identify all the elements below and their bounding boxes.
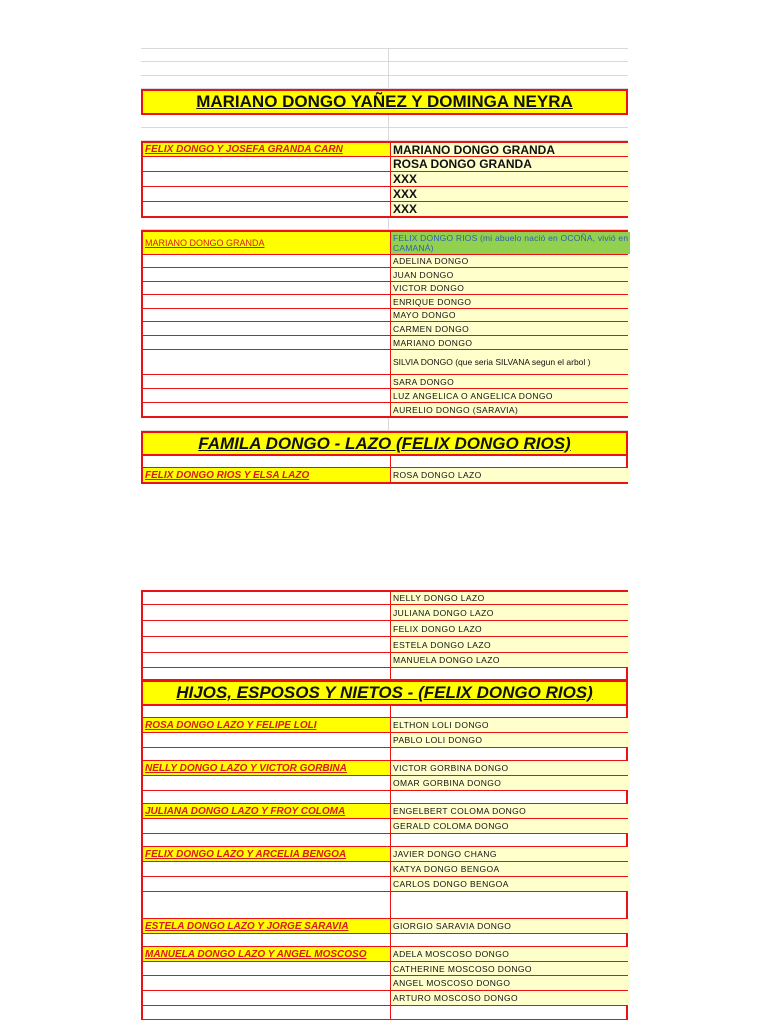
empty-row [141,892,628,919]
parents-cell: ESTELA DONGO LAZO Y JORGE SARAVIA [143,919,391,933]
family-row [141,268,628,282]
empty-row [141,748,628,761]
empty-row [141,76,628,89]
child-cell: MARIANO DONGO [391,336,630,349]
parents-cell: FELIX DONGO Y JOSEFA GRANDA CARN [143,143,391,156]
family-row [141,172,628,187]
child-cell: JAVIER DONGO CHANG [391,847,630,861]
empty-row [141,128,628,141]
parents-cell: ROSA DONGO LAZO Y FELIPE LOLI [143,718,391,732]
empty-row [141,934,628,947]
parents-cell: JULIANA DONGO LAZO Y FROY COLOMA [143,804,391,818]
family-row [141,322,628,336]
family-row [141,282,628,295]
parents-cell: NELLY DONGO LAZO Y VICTOR GORBINA [143,761,391,775]
family-row [141,621,628,637]
parents-cell: MANUELA DONGO LAZO Y ANGEL MOSCOSO [143,947,391,961]
family-row [141,637,628,653]
child-cell: CATHERINE MOSCOSO DONGO [391,962,630,975]
family-row [141,991,628,1006]
child-cell: XXX [391,187,630,201]
child-cell: MAYO DONGO [391,309,630,321]
empty-row [141,218,628,230]
family-row [141,187,628,202]
family-row [141,141,628,157]
family-row [141,403,628,418]
child-cell: ROSA DONGO LAZO [391,468,630,482]
family-row [141,976,628,991]
empty-row [141,418,628,431]
title-hijos-esposos-nietos: HIJOS, ESPOSOS Y NIETOS - (FELIX DONGO RIOS) [141,680,628,706]
child-cell: KATYA DONGO BENGOA [391,862,630,876]
child-cell: ADELA MOSCOSO DONGO [391,947,630,961]
empty-row [141,706,628,718]
child-cell: ARTURO MOSCOSO DONGO [391,991,630,1005]
child-cell: NELLY DONGO LAZO [391,592,630,604]
family-row [141,350,628,375]
child-cell: ENGELBERT COLOMA DONGO [391,804,630,818]
family-row [141,309,628,322]
child-cell: OMAR GORBINA DONGO [391,776,630,790]
child-cell: GIORGIO SARAVIA DONGO [391,919,630,933]
child-cell: LUZ ANGELICA O ANGELICA DONGO [391,389,630,402]
highlight-child-cell: FELIX DONGO RIOS (mi abuelo nació en OCOÑA, vivió en CAMANÁ) [393,233,629,253]
parents-cell: MARIANO DONGO GRANDA [143,232,391,254]
title-famila-dongo-lazo: FAMILA DONGO - LAZO (FELIX DONGO RIOS) [141,431,628,456]
child-cell: FELIX DONGO LAZO [391,621,630,636]
child-cell: ELTHON LOLI DONGO [391,718,630,732]
child-cell: SARA DONGO [391,375,630,388]
child-cell: CARLOS DONGO BENGOA [391,877,630,891]
family-row [141,919,628,934]
child-cell: ANGEL MOSCOSO DONGO [391,976,630,990]
family-row [141,862,628,877]
family-row [141,336,628,350]
family-row [141,255,628,268]
empty-row [141,62,628,76]
child-cell: ADELINA DONGO [391,255,630,267]
family-row [141,877,628,892]
child-cell: GERALD COLOMA DONGO [391,819,630,833]
empty-row [141,1006,628,1020]
family-row [141,718,628,733]
child-cell: JUAN DONGO [391,268,630,281]
family-row [141,375,628,389]
parents-cell: FELIX DONGO LAZO Y ARCELIA BENGOA [143,847,391,861]
parents-cell: FELIX DONGO RIOS Y ELSA LAZO [143,468,391,482]
empty-row [141,834,628,847]
family-row [141,776,628,791]
family-row [141,819,628,834]
family-row [141,202,628,218]
empty-row [141,115,628,128]
child-cell: CARMEN DONGO [391,322,630,335]
family-row [141,590,628,605]
child-cell: MANUELA DONGO LAZO [391,653,630,667]
family-row [141,295,628,309]
family-row [141,761,628,776]
family-row [141,157,628,172]
title-mariano-dongo-yanez: MARIANO DONGO YAÑEZ Y DOMINGA NEYRA [141,89,628,115]
family-row [141,653,628,668]
child-cell: XXX [391,202,630,216]
family-row [141,605,628,621]
family-row [141,847,628,862]
empty-row [141,456,628,468]
child-cell: JULIANA DONGO LAZO [391,605,630,620]
child-cell: SILVIA DONGO (que seria SILVANA segun el arbol ) [391,350,630,374]
child-cell: XXX [391,172,630,186]
child-cell: MARIANO DONGO GRANDA [391,143,630,156]
child-cell: AURELIO DONGO (SARAVIA) [391,403,630,416]
child-cell: PABLO LOLI DONGO [391,733,630,747]
empty-row [141,791,628,804]
child-cell: VICTOR GORBINA DONGO [391,761,630,775]
family-row [141,947,628,962]
family-row [141,804,628,819]
empty-row [141,668,628,680]
family-row [141,468,628,484]
child-cell: ROSA DONGO GRANDA [391,157,630,171]
family-row [141,389,628,403]
family-row [141,962,628,976]
child-cell: ENRIQUE DONGO [391,295,630,308]
child-cell: VICTOR DONGO [391,282,630,294]
family-row [141,230,628,255]
family-row [141,733,628,748]
empty-row [141,48,628,62]
child-cell: ESTELA DONGO LAZO [391,637,630,652]
